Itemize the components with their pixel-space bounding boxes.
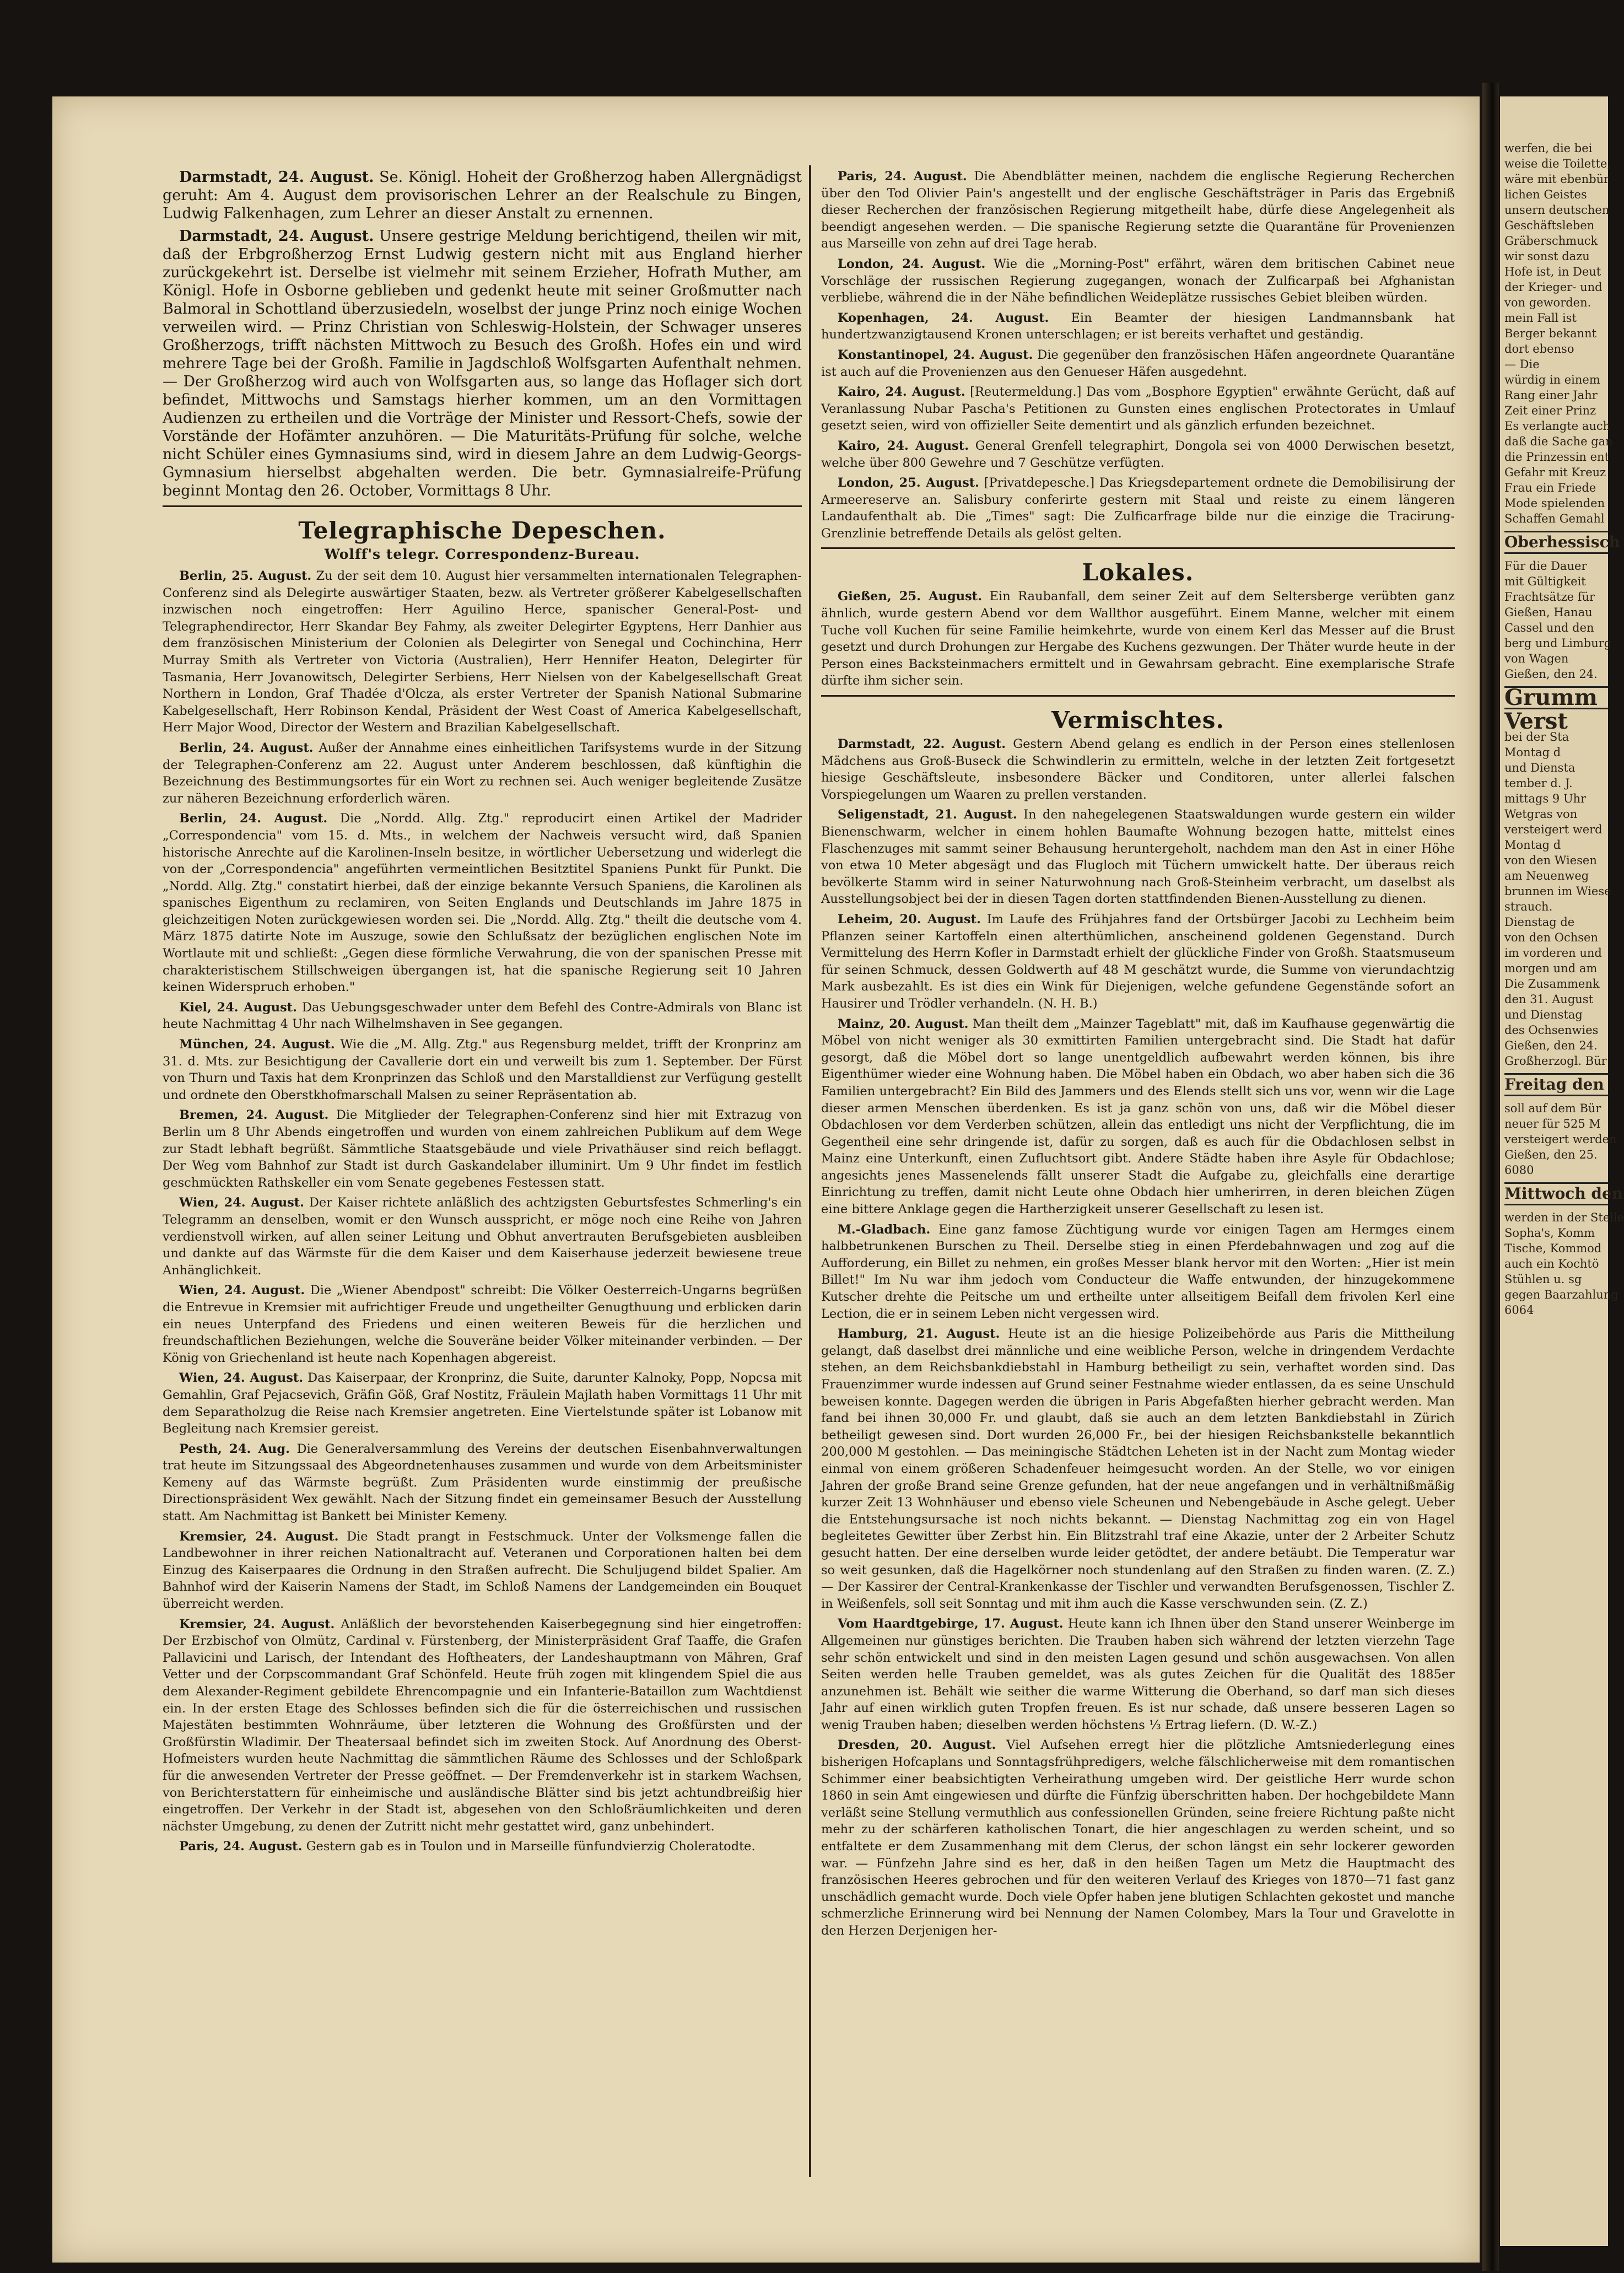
facing-line: Mode spielenden: [1504, 497, 1605, 510]
notice-lines: [1504, 558, 1612, 682]
facing-notice-1: [1500, 531, 1621, 682]
article-text: Heute kann ich Ihnen über den Stand unserer Weinberge im Allgemeinen nur günstiges berichten. Die Trauben haben sich während der letzten vierzehn Tage sehr schön entwickelt und sind in den meisten Lagen gesund und schön ausgewachsen. Von allen Seiten werden helle Trauben gemeldet, was als gutes Zeichen für die Qualität des 1885er anzunehmen ist. Behält wie seither die warme Witterung die Oberhand, so darf man sich dieses Jahr auf einen wirklich guten Tropfen freuen. Es ist nur schade, daß unsere besseren Lagen so wenig Trauben haben; dieselben werden höchstens ⅓ Ertrag liefern. (D. W.-Z.): [821, 1617, 1455, 1732]
facing-line: soll auf dem Bür: [1504, 1102, 1601, 1115]
article-text: Gestern gab es in Toulon und in Marseille fünfundvierzig Choleratodte.: [306, 1839, 756, 1854]
article-berlin-3: [163, 810, 802, 996]
facing-line: den 31. August: [1504, 993, 1594, 1006]
article-london-1: [821, 256, 1455, 306]
article-heading: Dresden, 20. August.: [838, 1738, 996, 1753]
article-heading: Seligenstadt, 21. August.: [838, 807, 1017, 822]
article-text: General Grenfell telegraphirt, Dongola sei von 4000 Derwischen besetzt, welche über 800 Gewehre und 7 Geschütze verfügten.: [821, 438, 1455, 470]
article-heading: Gießen, 25. August.: [838, 589, 983, 604]
book-binding: [1482, 83, 1499, 2271]
facing-line: Zeit einer Prinz: [1504, 404, 1596, 417]
article-text: Die Generalversammlung des Vereins der deutschen Eisenbahnverwaltungen trat heute im Sitzungssaal des Abgeordnetenhauses zusammen und wurde von dem Arbeitsminister Kemeny auf das Wärmste begrüßt. Zum Präsidenten wurde einstimmig der preußische Directionspräsident Wex gewählt. Nach der Sitzung findet ein gemeinsamer Besuch der Ausstellung statt. Am Nachmittag ist Bankett bei Minister Kemeny.: [163, 1441, 802, 1524]
article-text: Ein Beamter der hiesigen Landmannsbank hat hundertzwanzigtausend Kronen unterschlagen; er ist bereits verhaftet und geständig.: [821, 310, 1455, 342]
article-heading: Kremsier, 24. August.: [179, 1617, 335, 1631]
section-rule: [163, 505, 802, 507]
facing-line: morgen und am: [1504, 962, 1598, 975]
facing-line: Tische, Kommod: [1504, 1242, 1602, 1255]
page-number: 6064: [1504, 1304, 1534, 1317]
article-pesth: [163, 1441, 802, 1525]
article-london-2: [821, 475, 1455, 542]
facing-line: berg und Limburg: [1504, 637, 1612, 650]
article-dresden: [821, 1737, 1455, 1939]
article-heading: Wien, 24. August.: [179, 1371, 304, 1386]
article-heading: Kremsier, 24. August.: [179, 1529, 339, 1544]
section-title-vermischtes: Vermischtes.: [1051, 707, 1225, 734]
article-text: Außer der Annahme eines einheitlichen Tarifsystems wurde in der Sitzung der Telegraphen-Conferenz am 22. August unter Anderem beschlossen, daß künftighin die Bezeichnung des Bestimmungsortes für ein Wort zu rechnen sei. Auch weniger begleitende Zusätze zur näheren Bezeichnung erforderlich wären.: [163, 740, 802, 806]
facing-line: tember d. J.: [1504, 777, 1573, 790]
facing-line: bei der Sta: [1504, 730, 1569, 744]
article-heading: Berlin, 24. August.: [179, 740, 314, 755]
facing-line: brunnen im Wiese: [1504, 885, 1611, 898]
facing-line: von Wagen: [1504, 652, 1569, 665]
column-right: [821, 168, 1455, 2180]
section-title-telegrams: Telegraphische Depeschen.: [298, 517, 666, 544]
article-heading: Wien, 24. August.: [179, 1195, 304, 1210]
article-darmstadt-3: [821, 736, 1455, 803]
page-number: 6080: [1504, 1164, 1534, 1177]
facing-line: Gefahr mit Kreuz: [1504, 466, 1606, 479]
facing-line: werden in der Stelle: [1504, 1211, 1624, 1224]
notice-heading: Mittwoch den: [1504, 1182, 1608, 1205]
article-text: Der Kaiser richtete anläßlich des achtzigsten Geburtsfestes Schmerling's ein Telegramm an denselben, womit er den Wunsch ausspricht, er möge noch eine Reihe von Jahren verdienstvoll wirken, auf allen seiner Leitung und Obhut anvertrauten Berufsgebieten ausbleiben und dankte auf das Wärmste für die dem Kaiser und dem Kaiserhause jederzeit bewiesene treue Anhänglichkeit.: [163, 1195, 802, 1278]
article-text: Gestern Abend gelang es endlich in der Person eines stellenlosen Mädchens aus Groß-Buseck die Schwindlerin zu ermitteln, welche in der letzten Zeit fortgesetzt hiesige Geschäftsleute, insbesondere Bäcker und Conditoren, unter allerlei falschen Vorspiegelungen um Waaren zu prellen verstanden.: [821, 737, 1455, 802]
facing-line: am Neuenweg: [1504, 869, 1589, 882]
article-wien-1: [163, 1194, 802, 1279]
notice-heading: Grumm: [1504, 686, 1608, 709]
facing-line: Großherzogl. Bür: [1504, 1054, 1607, 1068]
facing-page-fragment: [1500, 96, 1624, 2246]
article-darmstadt-2: [163, 227, 802, 500]
article-text: Die „Nordd. Allg. Ztg." reproducirt einen Artikel der Madrider „Correspondencia" vom 15. d. Mts., in welchem der Nachweis versucht wird, daß Spanien historische Anrechte auf die Karolinen-Inseln besitze, in wörtlicher Uebersetzung und widerlegt die von der „Correspondencia" angeführten vermeintlichen Besitztitel Spaniens Punkt für Punkt. Die „Nordd. Allg. Ztg." constatirt hierbei, daß der einzige bekannte Versuch Spaniens, die Karolinen als spanisches Eigenthum zu reclamiren, von Seiten Englands und Deutschlands im Jahre 1875 in gleichzeitigen Noten zurückgewiesen worden sei. Die „Nordd. Allg. Ztg." theilt die deutsche vom 4. März 1875 datirte Note im Auszuge, sowie den Schlußsatz der bezüglichen englischen Note im Wortlaute mit und schließt: „Gegen diese förmliche Verwahrung, die von der spanischen Presse mit charakteristischem Stillschweigen übergangen ist, hat die spanische Regierung seit 10 Jahren keinen Widerspruch erhoben.": [163, 811, 802, 995]
facing-line: unsern deutschen: [1504, 203, 1610, 217]
facing-line: wäre mit ebenbür: [1504, 173, 1610, 186]
article-heading: Paris, 24. August.: [179, 1839, 303, 1854]
facing-line: Gießen, den 24.: [1504, 667, 1598, 681]
article-text: Wie die „Morning-Post" erfährt, wären dem britischen Cabinet neue Vorschläge der russischen Regierung zugegangen, wonach der Zulficarpaß bei Afghanistan verbliebe, während die in der Nähe befindlichen Weideplätze russisches Gebiet bleiben würden.: [821, 256, 1455, 305]
facing-line: Sopha's, Komm: [1504, 1226, 1595, 1240]
article-heading: Hamburg, 21. August.: [838, 1327, 1000, 1342]
column-divider: [809, 165, 811, 2177]
facing-line: würdig in einem: [1504, 373, 1600, 386]
article-haardtgebirge: [821, 1615, 1455, 1733]
facing-line: wir sonst dazu: [1504, 250, 1590, 263]
article-text: Die Stadt prangt in Festschmuck. Unter der Volksmenge fallen die Landbewohner in ihrer reichen Nationaltracht auf. Veteranen und Corporationen halten bei dem Einzug des Kaiserpaares die Ordnung in den Straßen aufrecht. Die Schuljugend bildet Spalier. Am Bahnhof wird der Kaiserin Namens der Stadt, im Schloß Namens der Landgemeinden ein Bouquet überreicht werden.: [163, 1529, 802, 1612]
facing-line: von geworden.: [1504, 296, 1591, 309]
facing-line: neuer für 525 M: [1504, 1117, 1601, 1130]
article-text: Wie die „M. Allg. Ztg." aus Regensburg meldet, trifft der Kronprinz am 31. d. Mts. zur Besichtigung der Cavallerie dort ein und verweilt bis zum 1. September. Der Fürst von Thurn und Taxis hat dem Kronprinzen das Schloß und den Marstalldienst zur Verfügung gestellt und ordnete den Oberstkhofmarschall Malsen zu seiner Repräsentation ab.: [163, 1037, 802, 1102]
article-heading: München, 24. August.: [179, 1037, 335, 1052]
facing-line: und Dienstag: [1504, 1008, 1583, 1021]
article-text: [Privatdepesche.] Das Kriegsdepartement ordnete die Demobilisirung der Armeereserve an. Salisbury conferirte gestern mit Staal und reiste zu einem längeren Landaufenthalt ab. Die „Times" sagt: Die Zulficarfrage bilde nur die einzige die Tracirung-Grenzlinie betreffende Details als gelöst gelten.: [821, 476, 1455, 541]
facing-line: Für die Dauer: [1504, 559, 1587, 573]
article-wien-2: [163, 1282, 802, 1366]
facing-line: weise die Toilette,: [1504, 157, 1611, 170]
section-rule: [821, 695, 1455, 697]
notice-lines: [1504, 1101, 1617, 1162]
article-darmstadt-1: [163, 168, 802, 223]
article-text: Se. Königl. Hoheit der Großherzog haben Allergnädigst geruht: Am 4. August dem provisorischen Lehrer an der Realschule zu Bingen, Ludwig Falkenhagen, zum Lehrer an dieser Anstalt zu ernennen.: [163, 169, 802, 222]
facing-line: dort ebenso: [1504, 342, 1574, 356]
notice-subheading: Verst: [1504, 708, 1568, 734]
notice-lines: [1504, 729, 1611, 1069]
article-berlin-1: [163, 568, 802, 736]
article-text: Die Mitglieder der Telegraphen-Conferenz sind hier mit Extrazug von Berlin um 8 Uhr Abends eingetroffen und wurden von einem zahlreichen Publikum auf dem Wege zur Stadt lebhaft begrüßt. Sämmtliche Staatsgebäude und viele Privathäuser sind reich beflaggt. Der Weg vom Bahnhof zur Stadt ist durch Gaskandelaber illuminirt. Um 9 Uhr findet im festlich geschmückten Rathskeller ein vom Senate gegebenes Festessen statt.: [163, 1108, 802, 1190]
article-kairo-2: [821, 438, 1455, 471]
article-text: Viel Aufsehen erregt hier die plötzliche Amtsniederlegung eines bisherigen Hofcaplans und Sonntagsfrühpredigers, welche fälschlicherweise mit dem romantischen Schimmer einer beabsichtigten Verheirathung umgeben wird. Der geistliche Herr wurde schon 1860 in sein Amt eingewiesen und dürfte die Fünfzig überschritten haben. Der hochgebildete Mann verläßt seine Stellung vermuthlich aus confessionellen Gründen, seine freiere Richtung paßte nicht mehr zu der schärferen katholischen Tonart, die hier angeschlagen zu werden scheint, und so entfaltete er dem Zusammenhang mit dem Clerus, der schon längst ein sehr lockerer geworden war. — Fünfzehn Jahre sind es her, daß in den heißen Tagen um Metz die Hauptmacht des französischen Heeres gebrochen und für den weiteren Verlauf des Krieges von 1870—71 fast ganz unschädlich gemacht wurde. Doch viele Opfer haben jene blutigen Schlachten gekostet und manche schmerzliche Erinnerung wird bei Nennung der Namen Colombey, Mars la Tour und Gravelotte in den Herzen Derjenigen her-: [821, 1738, 1455, 1938]
article-heading: Pesth, 24. Aug.: [179, 1441, 290, 1456]
facing-line: mittags 9 Uhr: [1504, 792, 1587, 805]
facing-page-lines: [1500, 141, 1613, 526]
notice-heading: Freitag den: [1504, 1073, 1608, 1096]
article-kremsier-2: [163, 1616, 802, 1835]
facing-line: von den Ochsen: [1504, 931, 1599, 944]
article-paris-1: [163, 1838, 802, 1855]
article-kremsier-1: [163, 1528, 802, 1613]
facing-line: lichen Geistes: [1504, 188, 1587, 201]
article-heading: Berlin, 24. August.: [179, 811, 328, 826]
article-text: Heute ist an die hiesige Polizeibehörde aus Paris die Mittheilung gelangt, daß daselbst drei männliche und eine weibliche Person, welche in dringendem Verdachte stehen, an dem Reichsbankdiebstahl in Hamburg betheiligt zu sein, verhaftet worden sind. Das Frauenzimmer wurde indessen auf Grund seiner Festnahme wieder entlassen, da es seine Unschuld beweisen konnte. Dagegen werden die übrigen in Paris Abgefaßten hierher gebracht werden. Man fand bei ihnen 30,000 Fr. und glaubt, daß sie auch an dem letzten Bankdiebstahl in Zürich betheiligt gewesen sind. Dort wurden 26,000 Fr., bei der hiesigen Reichsbankstelle bekanntlich 200,000 M gestohlen. — Das meiningische Städtchen Leheten ist in der Nacht zum Montag wieder einmal von einem größeren Schadenfeuer heimgesucht worden. An der Stelle, wo vor einigen Jahren der große Brand seine Grenze gefunden, hat der neue angefangen und in verhältnißmäßig kurzer Zeit 13 Wohnhäuser und ebenso viele Scheunen und Nebengebäude in Asche gelegt. Ueber die Entstehungsursache ist noch nichts bekannt. — Dienstag Nachmittag zog ein von Hagel begleitetes Gewitter über Zerbst hin. Ein Blitzstrahl traf eine Akazie, unter der 2 Arbeiter Schutz gesucht hatten. Der eine derselben wurde leider getödtet, der andere betäubt. Die Temperatur war so weit gesunken, daß die Hagelkörner noch stundenlang auf den Straßen zu finden waren. (Z. Z.) — Der Kassirer der Central-Krankenkasse der Tischler und verwandten Berufsgenossen, Tischler Z. in Weißenfels, soll seit Sonntag und mit ihm auch die Kasse verschwunden sein. (Z. Z.): [821, 1327, 1455, 1611]
article-text: Ein Raubanfall, dem seiner Zeit auf dem Seltersberge verübten ganz ähnlich, wurde gestern Abend vor dem Wallthor ausgeführt. Einem Manne, welcher mit einem Tuche voll Kuchen für seine Familie heimkehrte, wurde von einem Kerl das Messer auf die Brust gesetzt und durch Drohungen zur Hergabe des Kuchens gezwungen. Der Thäter wurde heute in der Person eines Backsteinmachers ermittelt und in Gewahrsam gebracht. Eine exemplarische Strafe dürfte ihm sicher sein.: [821, 589, 1455, 688]
section-rule: [821, 547, 1455, 549]
article-heading: Darmstadt, 22. August.: [838, 737, 1006, 752]
article-heading: Mainz, 20. August.: [838, 1016, 969, 1031]
facing-line: Frau ein Friede: [1504, 481, 1596, 494]
facing-line: Dienstag de: [1504, 915, 1575, 929]
facing-line: Stühlen u. sg: [1504, 1273, 1582, 1286]
facing-line: werfen, die bei: [1504, 142, 1593, 155]
facing-line: Cassel und den: [1504, 621, 1594, 634]
facing-notice-3: [1500, 1073, 1617, 1178]
article-mgladbach: [821, 1221, 1455, 1323]
article-text: [Reutermeldung.] Das vom „Bosphore Egyptien" erwähnte Gerücht, daß auf Veranlassung Nubar Pascha's Petitionen zu Gunsten eines englischen Protectorates in Umlauf gesetzt seien, wird von offizieller Seite dementirt und als gänzlich erfunden bezeichnet.: [821, 385, 1455, 433]
facing-line: Schaffen Gemahl: [1504, 512, 1605, 525]
article-berlin-2: [163, 740, 802, 807]
facing-line: versteigert werden: [1504, 1133, 1617, 1146]
article-giessen: [821, 588, 1455, 690]
facing-line: gegen Baarzahlung: [1504, 1288, 1618, 1301]
article-heading: Darmstadt, 24. August.: [179, 228, 374, 245]
article-seligenstadt: [821, 806, 1455, 908]
article-text: Die Abendblätter meinen, nachdem die englische Regierung Recherchen über den Tod Olivier Pain's angestellt und der englische Geschäftsträger in Paris das Ergebniß dieser Recherchen der französischen Regierung mitgetheilt habe, dürfe diese Angelegenheit als beendigt angesehen werden. — Die spanische Regierung setzte die Quarantäne für Provenienzen aus Marseille von zehn auf drei Tage herab.: [821, 169, 1455, 251]
facing-notice-2: [1500, 685, 1611, 1069]
article-text: Anläßlich der bevorstehenden Kaiserbegegnung sind hier eingetroffen: Der Erzbischof von Olmütz, Cardinal v. Fürstenberg, der Ministerpräsident Graf Taaffe, die Grafen Pallavicini und Larisch, der Intendant des Hoftheaters, der Landeshauptmann von Mähren, Graf Vetter und der Corpscommandant Graf Schönfeld. Heute früh zogen mit klingendem Spiel die aus dem Alexander-Regiment gebildete Ehrencompagnie und ein Infanterie-Bataillon zum Wachtdienst ein. In der ersten Etage des Schlosses befinden sich die für die österreichischen und russischen Majestäten bestimmten Wohnräume, über letzteren die Wohnung des Großfürsten und der Großfürstin Wladimir. Der Theatersaal befindet sich im zweiten Stock. Auf Anordnung des Oberst-Hofmeisters wurden heute Nachmittag die sämmtlichen Räume des Schlosses und der Schloßpark für die anwesenden Vertreter der Presse geöffnet. — Der Fremdenverkehr ist in starkem Wachsen, von Berichterstattern für einheimische und ausländische Blätter sind bis jetzt achtundbreißig hier eingetroffen. Der Verkehr in der Stadt ist, abgesehen von den Schloßräumlichkeiten und deren nächster Umgebung, zu denen der Zutritt nicht mehr gestattet wird, ganz unbehindert.: [163, 1617, 802, 1834]
facing-line: Rang einer Jahr: [1504, 389, 1598, 402]
facing-line: versteigert werd: [1504, 823, 1603, 836]
section-subtitle-bureau: Wolff's telegr. Correspondenz-Bureau.: [324, 546, 640, 562]
article-heading: London, 25. August.: [838, 476, 979, 491]
facing-line: die Prinzessin ent: [1504, 450, 1610, 464]
article-konstantinopel: [821, 347, 1455, 380]
article-text: Das Kaiserpaar, der Kronprinz, die Suite, darunter Kalnoky, Popp, Nopcsa mit Gemahlin, Graf Pejacsevich, Gräfin Göß, Graf Nostitz, Fräulein Majlath haben Vormittags 11 Uhr mit dem Separatholzug die Reise nach Kremsier angetreten. Eine Viertelstunde später ist Lobanow mit Begleitung nach Kremsier gereist.: [163, 1371, 802, 1436]
article-muenchen: [163, 1036, 802, 1103]
article-text: Die „Wiener Abendpost" schreibt: Die Völker Oesterreich-Ungarns begrüßen die Entrevue in Kremsier mit aufrichtiger Freude und ungetheilter Genugthuung und erblicken darin ein neues Unterpfand des Friedens und einen weiteren Beweis für die herzlichen und freundschaftlichen Beziehungen, welche die Souveräne beider Völker miteinander verbinden. — Der König von Griechenland ist heute nach Kopenhagen abgereist.: [163, 1283, 802, 1365]
facing-line: Es verlangte auch: [1504, 419, 1611, 433]
facing-line: Geschäftsleben: [1504, 219, 1595, 232]
facing-line: Gräberschmuck: [1504, 234, 1598, 247]
facing-line: Wetgras von: [1504, 807, 1578, 821]
article-wien-3: [163, 1370, 802, 1437]
facing-line: auch ein Kochtö: [1504, 1257, 1599, 1270]
article-text: Eine ganz famose Züchtigung wurde vor einigen Tagen am Hermges einem halbbetrunkenen Burschen zu Theil. Derselbe stieg in einen Pferdebahnwagen und zog auf die Aufforderung, ein Billet zu nehmen, ein großes Messer blank hervor mit den Worten: „Hier ist mein Billet!" Im Nu war ihm jedoch vom Conducteur die Waffe entwunden, der hinzugekommene Kutscher drehte die Peitsche um und ertheilte unter allseitigem Beifall dem frivolen Kerl eine Lection, die er in seinem Leben nicht vergessen wird.: [821, 1222, 1455, 1321]
facing-line: Montag d: [1504, 746, 1561, 759]
facing-line: mit Gültigkeit: [1504, 575, 1586, 588]
facing-page-text: [1500, 96, 1624, 1318]
facing-line: und Diensta: [1504, 761, 1576, 774]
facing-line: Berger bekannt: [1504, 327, 1597, 340]
facing-line: mein Fall ist: [1504, 311, 1577, 325]
notice-heading: Oberhessisch: [1504, 531, 1608, 554]
facing-line: daß die Sache gan: [1504, 435, 1613, 448]
facing-line: der Krieger- und: [1504, 281, 1603, 294]
section-title-lokales: Lokales.: [1082, 559, 1194, 586]
article-heading: Darmstadt, 24. August.: [179, 169, 374, 186]
article-paris-2: [821, 168, 1455, 252]
article-text: Unsere gestrige Meldung berichtigend, theilen wir mit, daß der Erbgroßherzog Ernst Ludwig gestern nicht mit aus England hierher zurückgekehrt ist. Derselbe ist vielmehr mit seinem Erzieher, Hofrath Muther, am Königl. Hofe in Osborne geblieben und gedenkt heute mit seiner Großmutter nach Balmoral in Schottland überzusiedeln, woselbst der junge Prinz noch einige Wochen verweilen wird. — Prinz Christian von Schleswig-Holstein, der Schwager unseres Großherzogs, trifft nächsten Mittwoch zu Besuch des Großh. Hofes ein und wird mehrere Tage bei der Großh. Familie in Jagdschloß Wolfsgarten Aufenthalt nehmen. — Der Großherzog wird auch von Wolfsgarten aus, so lange das Hoflager sich dort befindet, Mittwochs und Samstags hierher kommen, um an den Vormittagen Audienzen zu ertheilen und die Vorträge der Minister und Ressort-Chefs, sowie der Vorstände der Hofämter anzuhören. — Die Maturitäts-Prüfung für solche, welche nicht Schüler eines Gymnasiums sind, wird in diesem Jahre an dem Ludwig-Georgs-Gymnasium hierselbst abgehalten werden. Die betr. Gymnasialreife-Prüfung beginnt Montag den 26. October, Vormittags 8 Uhr.: [163, 228, 802, 499]
facing-line: Gießen, den 25.: [1504, 1148, 1598, 1161]
facing-line: strauch.: [1504, 900, 1553, 913]
facing-line: des Ochsenwies: [1504, 1024, 1599, 1037]
article-text: Die gegenüber den französischen Häfen angeordnete Quarantäne ist auch auf die Provenienzen aus den Genueser Häfen ausgedehnt.: [821, 347, 1455, 379]
facing-line: Hofe ist, in Deut: [1504, 265, 1601, 278]
article-heading: Kiel, 24. August.: [179, 1000, 297, 1015]
facing-line: Die Zusammenk: [1504, 977, 1600, 990]
article-heading: Kairo, 24. August.: [838, 438, 969, 453]
article-text: Im Laufe des Frühjahres fand der Ortsbürger Jacobi zu Lechheim beim Pflanzen seiner Kartoffeln einen alterthümlichen, anscheinend goldenen Gegenstand. Durch Vermittelung des Herrn Kofler in Darmstadt erhielt der glückliche Finder von Großh. Staatsmuseum für seinen Schmuck, dessen Goldwerth auf 48 M geschätzt wurde, die Summe von vierundachtzig Mark ausbezahlt. Es ist dies ein Wink für Diejenigen, welche gefundene Gegenstände sofort an Hausirer und Trödler verhandeln. (N. H. B.): [821, 912, 1455, 1011]
column-left: [163, 168, 802, 2180]
article-heading: Leheim, 20. August.: [838, 912, 981, 927]
facing-line: Gießen, Hanau: [1504, 606, 1593, 619]
facing-line: Frachtsätze für: [1504, 590, 1595, 604]
facing-line: Montag d: [1504, 838, 1561, 852]
facing-line: von den Wiesen: [1504, 854, 1597, 867]
article-leheim: [821, 911, 1455, 1012]
article-text: Man theilt dem „Mainzer Tageblatt" mit, daß im Kaufhause gegenwärtig die Möbel von nicht weniger als 30 exmittirten Familien untergebracht sind. Die Stadt hat dafür gesorgt, daß die Möbel dort so lange unentgeldlich aufbewahrt werden können, bis ihre Eigenthümer wieder eine Wohnung haben. Die Möbel haben ein Obdach, wo aber haben sich die 36 Familien untergebracht? Ein Bild des Jammers und des Elends stellt sich uns vor, wenn wir die Lage dieser armen Menschen überdenken. Es ist ja ganz schön von uns, daß wir die Möbel dieser Obdachlosen vor dem Verderben schützen, allein das entledigt uns nicht der Verpflichtung, die im Gegentheil eine sehr dringende ist, dafür zu sorgen, daß es auch für die Obdachlosen selbst in Mainz eine Unterkunft, einen Zufluchtsort gibt. Andere Städte haben ihre Asyle für Obdachlose; angesichts jenes Massenelends fällt unserer Stadt die Aufgabe zu, gleichfalls eine derartige Einrichtung zu treffen, damit nicht Leute ohne Obdach hier umherirren, in deren bleichen Zügen eine bittere Anklage gegen die Hartherzigkeit unserer Gesellschaft zu lesen ist.: [821, 1016, 1455, 1217]
article-heading: Kopenhagen, 24. August.: [838, 310, 1049, 325]
article-bremen: [163, 1107, 802, 1191]
article-heading: Wien, 24. August.: [179, 1283, 305, 1298]
notice-lines: [1504, 1210, 1624, 1302]
facing-line: Gießen, den 24.: [1504, 1039, 1598, 1052]
facing-line: — Die: [1504, 358, 1540, 371]
article-mainz: [821, 1016, 1455, 1218]
article-kiel: [163, 999, 802, 1033]
article-kairo-1: [821, 384, 1455, 434]
article-heading: M.-Gladbach.: [838, 1222, 931, 1237]
article-text: Das Uebungsgeschwader unter dem Befehl des Contre-Admirals von Blanc ist heute Nachmittag 4 Uhr nach Wilhelmshaven in See gegangen.: [163, 1000, 802, 1032]
article-heading: Paris, 24. August.: [838, 169, 967, 184]
article-text: Zu der seit dem 10. August hier versammelten internationalen Telegraphen-Conferenz sind als Delegirte auswärtiger Staaten, bezw. als Vertreter größerer Kabelgesellschaften inzwischen noch eingetroffen: Herr Aguilino Herce, spanischer General-Post- und Telegraphendirector, Herr Skandar Bey Fahmy, als zweiter Delegirter Egyptens, Herr Danhier aus dem französischen Ministerium der Colonien als Delegirter von Senegal und Cochinchina, Herr Murray Smith als Vertreter von Victoria (Australien), Herr Hennifer Heaton, Delegirter für Tasmania, Herr Jovanowitsch, Delegirter Serbiens, Herr Nielsen von der Kabelgesellschaft Great Northern in London, Graf Thadée d'Olcza, als erster Vertreter der Spanish National Submarine Kabelgesellschaft, Herr Robinson Kendal, Präsident der West Coast of America Kabelgesellschaft, Herr Major Wood, Director der Western and Brazilian Kabelgesellschaft.: [163, 569, 802, 735]
article-heading: Berlin, 25. August.: [179, 569, 312, 583]
article-kopenhagen: [821, 310, 1455, 343]
article-heading: Kairo, 24. August.: [838, 385, 965, 400]
article-text: In den nahegelegenen Staatswaldungen wurde gestern ein wilder Bienenschwarm, welcher in einem hohlen Baumafte Wohnung bezogen hatte, mittelst eines Flaschenzuges mit sammt seiner Behausung heruntergeholt, nachdem man den Ast in einer Höhe von etwa 10 Meter abgesägt und das Flugloch mit Tüchern umwickelt hatte. Der überaus reich bevölkerte Stamm wird in seiner Naturwohnung nach Groß-Steinheim verbracht, um daselbst als Ausstellungsobject bei der in diesen Tagen dorten stattfindenden Bienen-Ausstellung zu dienen.: [821, 807, 1455, 907]
article-heading: Bremen, 24. August.: [179, 1108, 329, 1123]
article-hamburg: [821, 1326, 1455, 1612]
article-heading: Konstantinopel, 24. August.: [838, 347, 1033, 362]
article-heading: Vom Haardtgebirge, 17. August.: [838, 1617, 1064, 1631]
facing-line: im vorderen und: [1504, 946, 1602, 960]
article-heading: London, 24. August.: [838, 256, 986, 271]
facing-notice-4: [1500, 1182, 1624, 1318]
